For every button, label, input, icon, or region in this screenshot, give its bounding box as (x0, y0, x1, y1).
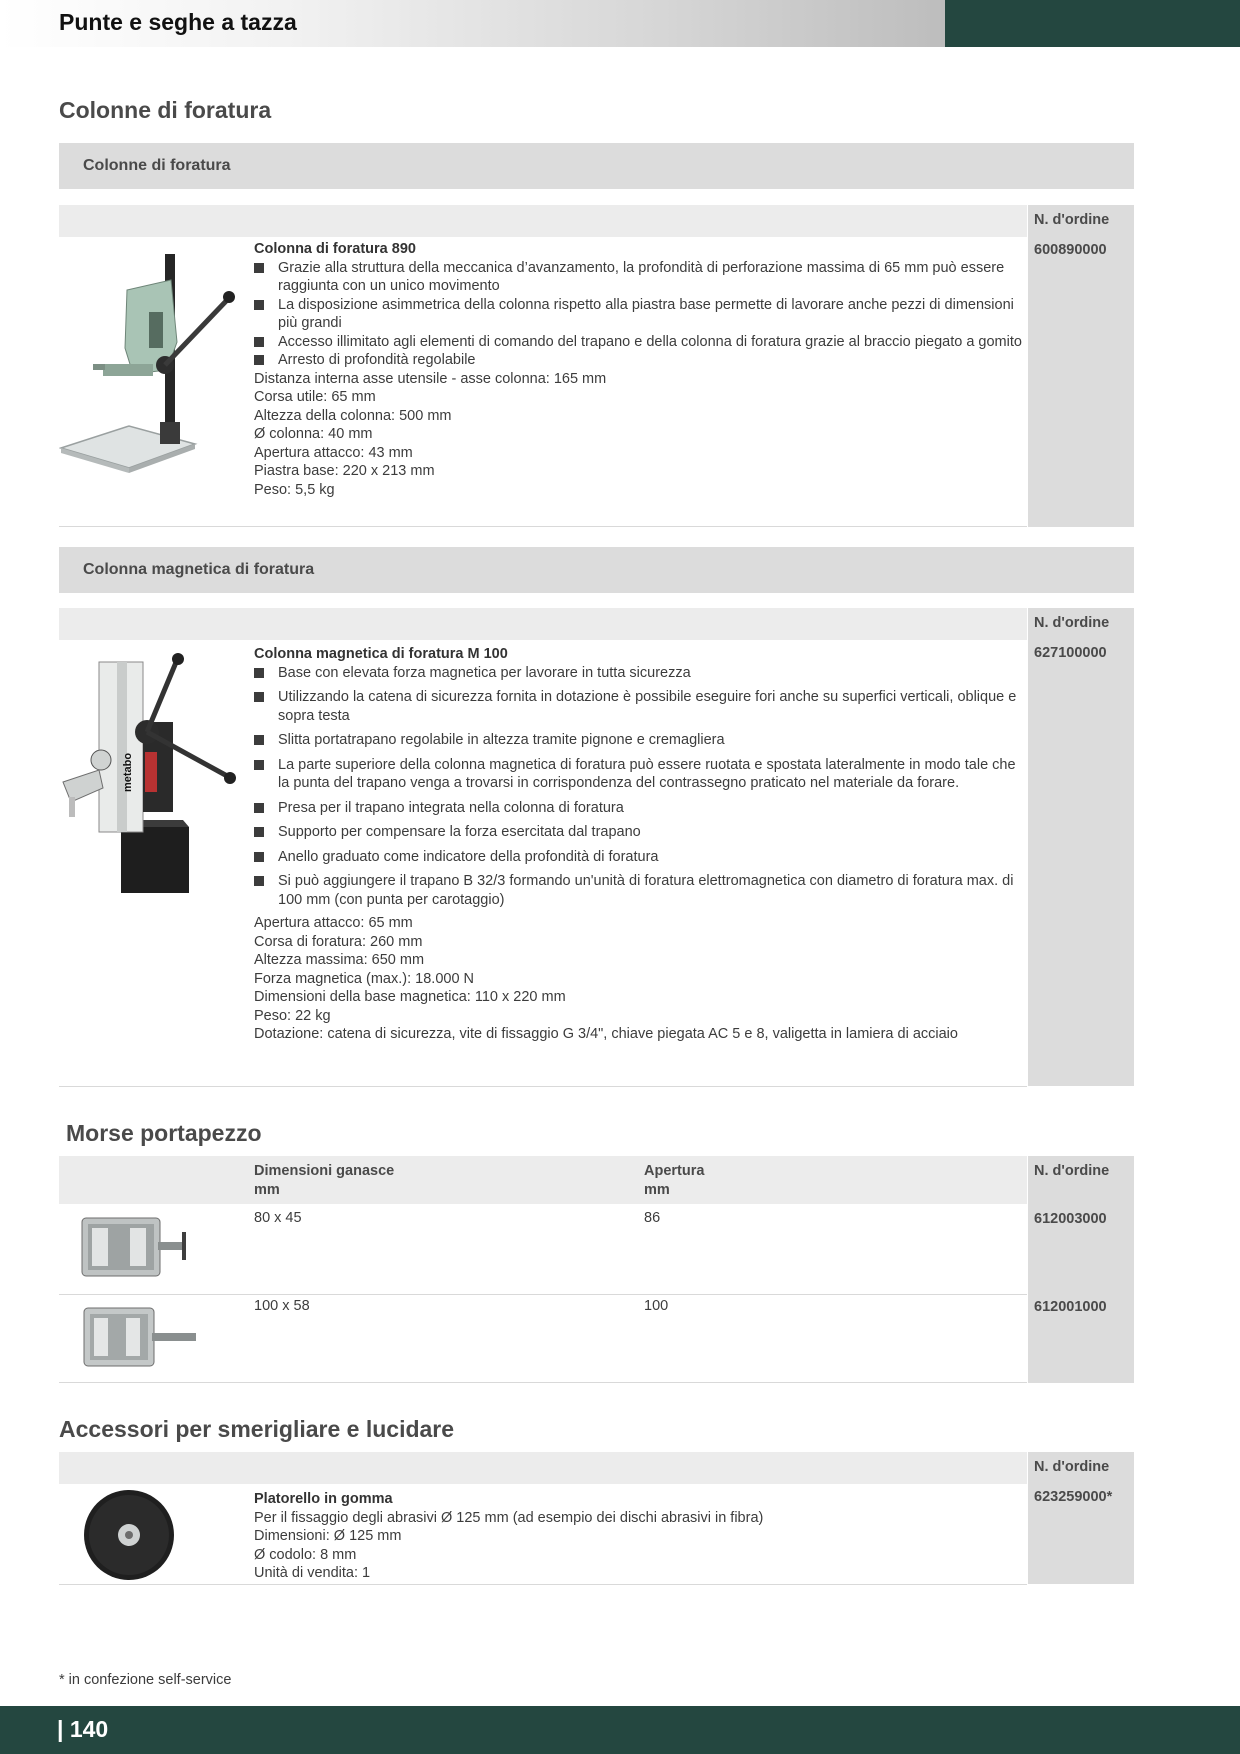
order-number: 600890000 (1034, 242, 1107, 258)
row-divider (59, 1294, 1027, 1295)
order-column (1028, 1156, 1134, 1383)
table-header (59, 205, 1027, 237)
order-column (1028, 608, 1134, 1086)
feature-item: La parte superiore della colonna magnetica di foratura può essere ruotata e spostata lateralmente in modo tale che la punta del trapano venga a trovarsi in corrispondenza del contrassegno praticato nel materiale da forare. (254, 756, 1022, 793)
order-column (1028, 1452, 1134, 1584)
order-number: 623259000* (1034, 1489, 1113, 1505)
rubber-pad-image (82, 1488, 176, 1582)
feature-item: Slitta portatrapano regolabile in altezza tramite pignone e cremagliera (254, 731, 1022, 750)
vise-100-image (78, 1298, 200, 1378)
spec-line: Altezza massima: 650 mm (254, 952, 425, 968)
row-divider (59, 1584, 1027, 1585)
product-name: Platorello in gomma (254, 1491, 393, 1507)
row-divider (59, 1086, 1027, 1087)
order-header: N. d'ordine (1034, 1163, 1110, 1179)
product-name: Colonna magnetica di foratura M 100 (254, 646, 508, 662)
feature-item: Base con elevata forza magnetica per lavorare in tutta sicurezza (254, 664, 1022, 683)
footnote: * in confezione self-service (59, 1672, 232, 1688)
feature-item: Supporto per compensare la forza esercitata dal trapano (254, 823, 1022, 842)
feature-item: La disposizione asimmetrica della colonna rispetto alla piastra base permette di lavorare anche pezzi di dimensioni più grandi (254, 296, 1022, 333)
order-number: 612003000 (1034, 1211, 1107, 1227)
spec-line: Per il fissaggio degli abrasivi Ø 125 mm (ad esempio dei dischi abrasivi in fibra) (254, 1509, 764, 1526)
row-divider (59, 526, 1027, 527)
feature-item: Si può aggiungere il trapano B 32/3 formando un'unità di foratura elettromagnetica con diametro di foratura max. di 100 mm (con punta per carotaggio) (254, 872, 1022, 909)
order-header: N. d'ordine (1034, 1459, 1110, 1475)
feature-item: Anello graduato come indicatore della profondità di foratura (254, 848, 1022, 867)
spec-line: Peso: 5,5 kg (254, 481, 335, 498)
spec-line: Unità di vendita: 1 (254, 1565, 371, 1581)
brand-logo-text: metabo (122, 752, 134, 792)
page-title: Punte e seghe a tazza (59, 9, 297, 35)
section-title-drill-stands: Colonne di foratura (59, 97, 272, 123)
column-header-jaws: Dimensioni ganasce mm (254, 1163, 395, 1198)
group-label: Colonne di foratura (83, 157, 231, 174)
footer-bar (0, 1706, 1240, 1754)
spec-line: Forza magnetica (max.): 18.000 N (254, 970, 475, 987)
group-label: Colonna magnetica di foratura (83, 561, 315, 578)
feature-item: Arresto di profondità regolabile (254, 351, 1022, 370)
order-column (1028, 205, 1134, 527)
header-accent (945, 0, 1240, 47)
spec-line: Ø colonna: 40 mm (254, 426, 373, 442)
product-name: Colonna di foratura 890 (254, 241, 416, 257)
table-header (59, 1452, 1027, 1484)
spec-line: Distanza interna asse utensile - asse colonna: 165 mm (254, 370, 607, 387)
row-divider (59, 1382, 1027, 1383)
spec-line: Peso: 22 kg (254, 1007, 331, 1024)
order-header: N. d'ordine (1034, 615, 1110, 631)
spec-line: Corsa utile: 65 mm (254, 389, 376, 405)
column-header-opening: Apertura mm (644, 1163, 705, 1198)
table-header (59, 1156, 1027, 1204)
spec-line: Apertura attacco: 65 mm (254, 915, 413, 931)
order-number: 627100000 (1034, 645, 1107, 661)
feature-item: Accesso illimitato agli elementi di comando del trapano e della colonna di foratura grazie al braccio piegato a gomito (254, 333, 1022, 352)
drill-stand-890-image (59, 250, 239, 475)
feature-list (254, 664, 1022, 910)
product-description (254, 1490, 1022, 1583)
page-number: | 140 (57, 1716, 109, 1742)
spec-line: Dimensioni della base magnetica: 110 x 220 mm (254, 989, 566, 1005)
table-header (59, 608, 1027, 640)
cell-jaws: 100 x 58 (254, 1298, 310, 1314)
product-description (254, 645, 1022, 1044)
spec-line: Piastra base: 220 x 213 mm (254, 463, 435, 479)
spec-line: Dotazione: catena di sicurezza, vite di fissaggio G 3/4", chiave piegata AC 5 e 8, valigetta in lamiera di acciaio (254, 1026, 958, 1042)
feature-list (254, 259, 1022, 370)
product-description (254, 240, 1022, 499)
spec-line: Ø codolo: 8 mm (254, 1546, 357, 1563)
section-title-grinding: Accessori per smerigliare e lucidare (59, 1416, 455, 1442)
spec-line: Dimensioni: Ø 125 mm (254, 1528, 402, 1544)
cell-jaws: 80 x 45 (254, 1210, 302, 1226)
magnetic-drill-stand-image (59, 652, 239, 897)
feature-item: Presa per il trapano integrata nella colonna di foratura (254, 799, 1022, 818)
spec-line: Corsa di foratura: 260 mm (254, 933, 423, 950)
group-band-magnetic (59, 547, 1134, 593)
vise-80-image (78, 1210, 193, 1285)
feature-item: Grazie alla struttura della meccanica d’avanzamento, la profondità di perforazione massima di 65 mm può essere raggiunta con un unico movimento (254, 259, 1022, 296)
cell-opening: 86 (644, 1210, 661, 1226)
cell-opening: 100 (644, 1298, 669, 1314)
order-header: N. d'ordine (1034, 212, 1110, 228)
section-title-vises: Morse portapezzo (66, 1120, 262, 1146)
group-band-drill-stands (59, 143, 1134, 189)
spec-line: Altezza della colonna: 500 mm (254, 407, 452, 424)
order-number: 612001000 (1034, 1299, 1107, 1315)
spec-line: Apertura attacco: 43 mm (254, 444, 413, 461)
feature-item: Utilizzando la catena di sicurezza fornita in dotazione è possibile eseguire fori anche su superfici verticali, oblique e sopra testa (254, 688, 1022, 725)
